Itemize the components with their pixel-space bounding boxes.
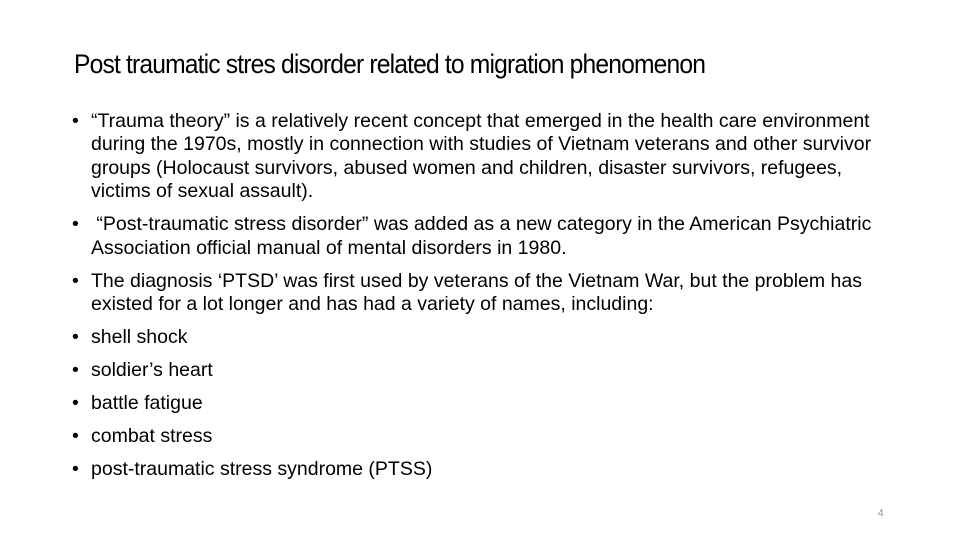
page-number: 4 [878,508,884,519]
list-item [72,458,872,481]
bullet-text: post-traumatic stress syndrome (PTSS) [91,458,433,481]
bullet-icon: • [72,213,79,236]
bullet-text: combat stress [91,425,213,448]
bullet-icon: • [72,269,79,292]
bullet-text: “Trauma theory” is a relatively recent concept that emerged in the health care environment during the 1970s, mostly in connection with studies of Vietnam veterans and other survivor groups (Holocaust survivors, abused women and children, disaster survivors, refugees, victims of sexual assault). [91,110,872,203]
list-item [72,326,872,349]
bullet-icon: • [72,392,79,415]
list-item [72,392,872,415]
slide-title: Post traumatic stres disorder related to migration phenomenon [74,49,706,79]
bullet-icon: • [72,359,79,382]
list-item [72,270,872,317]
bullet-icon: • [72,326,79,349]
bullet-text: “Post-traumatic stress disorder” was added as a new category in the American Psychiatric Association official manual of mental disorders in 1980. [91,213,876,259]
list-item [72,425,872,448]
bullet-text: soldier’s heart [91,359,213,382]
bullet-text: The diagnosis ‘PTSD’ was first used by veterans of the Vietnam War, but the problem has existed for a lot longer and has had a variety of names, including: [91,269,862,316]
bullet-text: shell shock [91,326,188,349]
bullet-icon: • [72,458,79,481]
list-item [72,213,876,260]
bullet-text: battle fatigue [91,392,203,415]
list-item [72,110,872,204]
list-item [72,359,872,382]
bullet-icon: • [72,425,79,448]
bullet-list [72,110,876,491]
bullet-icon: • [72,110,79,132]
